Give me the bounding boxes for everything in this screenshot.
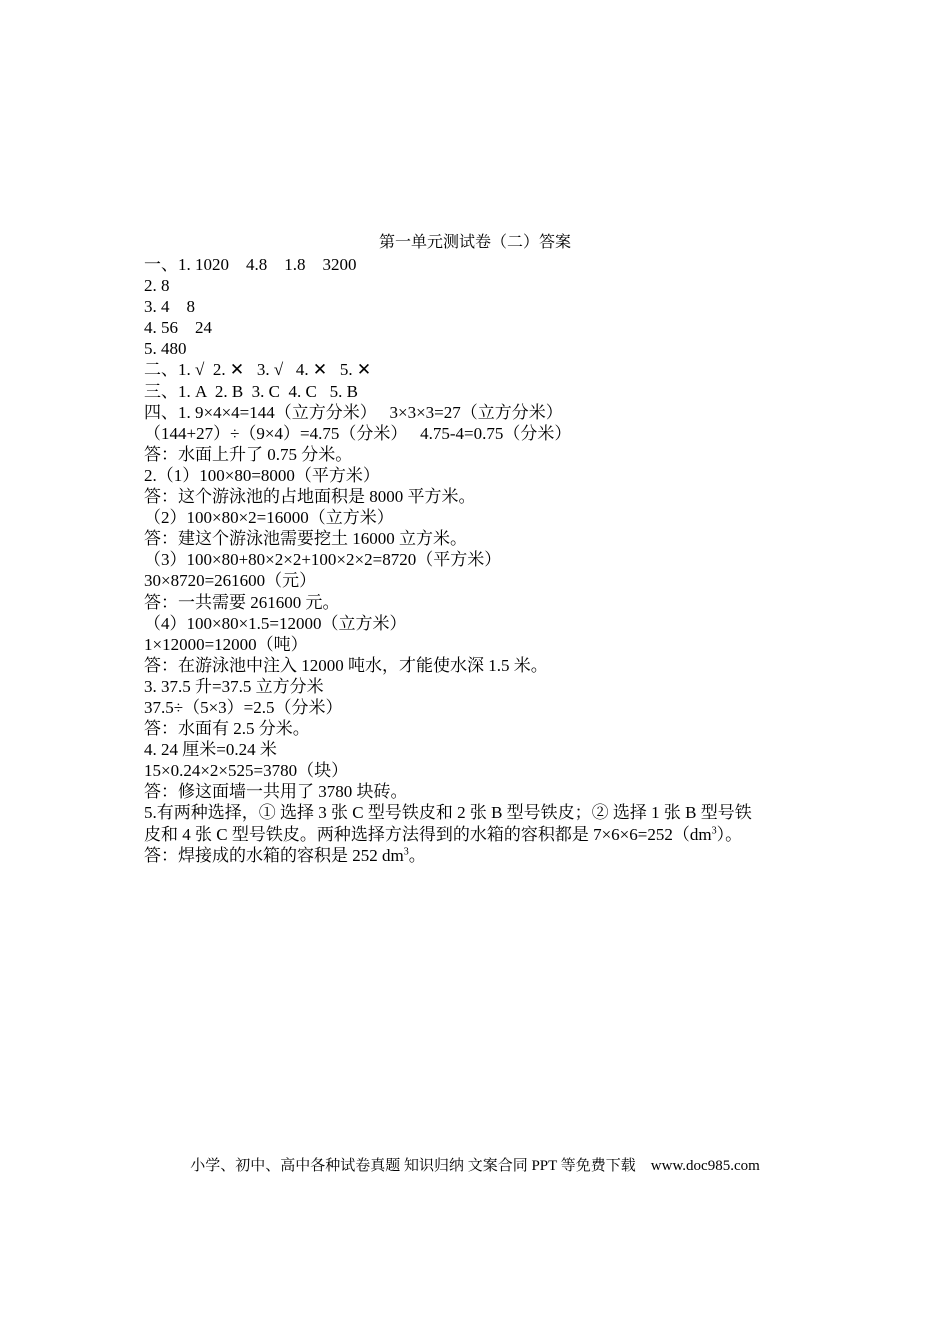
answer-line-2: 2. 8 [144, 276, 170, 296]
answer-line-19: 1×12000=12000（吨） [144, 634, 308, 654]
answer-line-20: 答：在游泳池中注入 12000 吨水，才能使水深 1.5 米。 [144, 655, 548, 675]
page-footer: 小学、初中、高中各种试卷真题 知识归纳 文案合同 PPT 等免费下载 www.doc985.com [190, 1158, 760, 1174]
answer-line-29-text: 答：焊接成的水箱的容积是 252 dm [144, 845, 404, 865]
answer-line-28-text: 皮和 4 张 C 型号铁皮。两种选择方法得到的水箱的容积都是 7×6×6=252（dm [144, 824, 712, 844]
answer-line-18: （4）100×80×1.5=12000（立方米） [144, 613, 407, 633]
answer-line-17: 答：一共需要 261600 元。 [144, 592, 340, 612]
superscript-3: 3 [403, 845, 409, 857]
answer-line-29 [144, 845, 804, 866]
answer-line-26: 答：修这面墙一共用了 3780 块砖。 [144, 782, 408, 802]
answer-line-14: 答：建这个游泳池需要挖土 16000 立方米。 [144, 529, 467, 549]
answer-line-6: 二、1. √ 2. ✕ 3. √ 4. ✕ 5. ✕ [144, 360, 372, 380]
answer-line-4: 4. 56 24 [144, 318, 212, 338]
answer-line-27: 5.有两种选择，① 选择 3 张 C 型号铁皮和 2 张 B 型号铁皮；② 选择 1 张 B 型号铁 [144, 803, 752, 823]
answer-line-9: （144+27）÷（9×4）=4.75（分米） 4.75-4=0.75（分米） [144, 423, 572, 443]
answer-line-15: （3）100×80+80×2×2+100×2×2=8720（平方米） [144, 550, 502, 570]
answer-line-22: 37.5÷（5×3）=2.5（分米） [144, 697, 343, 717]
answer-line-16: 30×8720=261600（元） [144, 571, 317, 591]
answer-line-28-end: ）。 [716, 824, 743, 844]
page-title: 第一单元测试卷（二）答案 [378, 234, 571, 251]
superscript-3: 3 [711, 824, 717, 836]
answer-line-5: 5. 480 [144, 339, 187, 359]
answer-line-28 [144, 824, 804, 845]
answer-line-7: 三、1. A 2. B 3. C 4. C 5. B [144, 381, 358, 401]
answer-line-10: 答：水面上升了 0.75 分米。 [144, 444, 353, 464]
answer-line-8: 四、1. 9×4×4=144（立方分米） 3×3×3=27（立方分米） [144, 402, 563, 422]
answer-line-3: 3. 4 8 [144, 297, 195, 317]
answer-line-1: 一、1. 1020 4.8 1.8 3200 [144, 255, 357, 274]
answer-line-11: 2.（1）100×80=8000（平方米） [144, 465, 380, 485]
answer-line-12: 答：这个游泳池的占地面积是 8000 平方米。 [144, 487, 476, 507]
answer-line-25: 15×0.24×2×525=3780（块） [144, 761, 349, 781]
answer-line-29-end: 。 [408, 845, 426, 865]
answer-line-24: 4. 24 厘米=0.24 米 [144, 740, 277, 760]
answer-line-23: 答：水面有 2.5 分米。 [144, 719, 310, 739]
answer-body [144, 254, 804, 866]
answer-line-21: 3. 37.5 升=37.5 立方分米 [144, 676, 324, 696]
answer-line-13: （2）100×80×2=16000（立方米） [144, 508, 394, 528]
